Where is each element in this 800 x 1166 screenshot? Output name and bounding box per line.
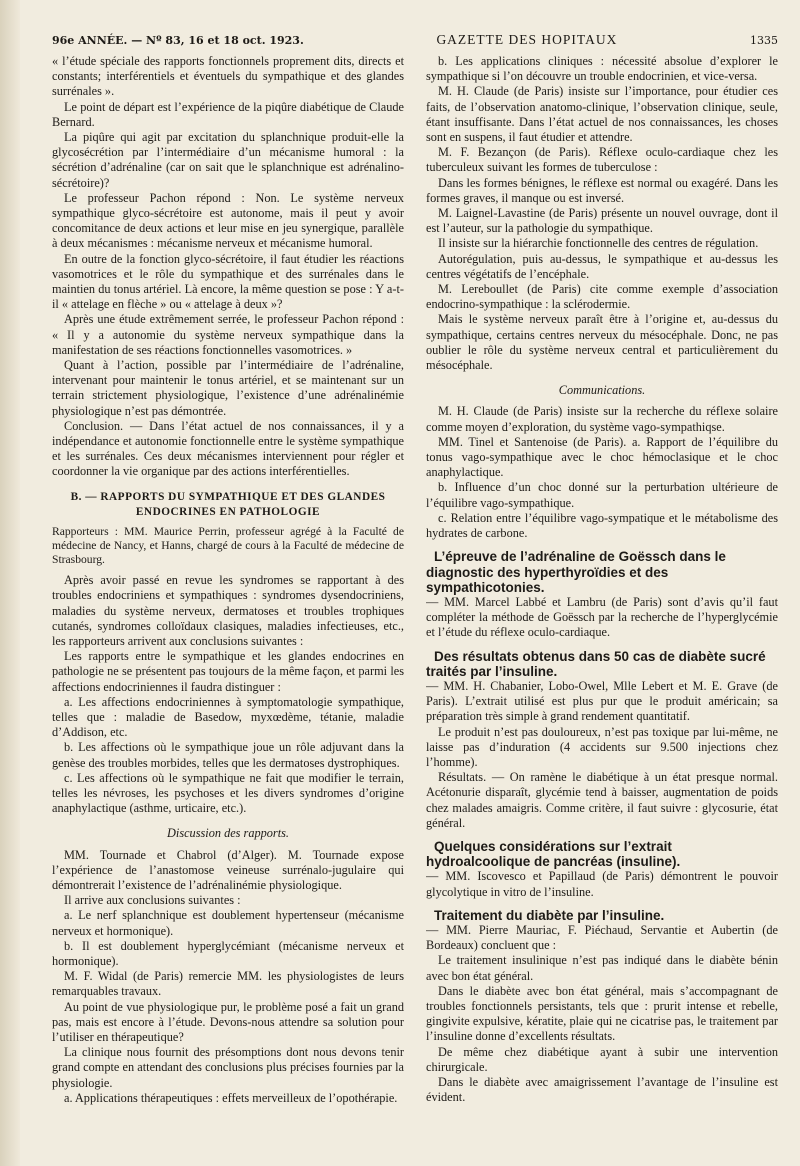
paragraph: Le traitement insulinique n’est pas indiqué dans le diabète bénin avec bon état général. [426,953,778,983]
rapporteurs: Rapporteurs : MM. Maurice Perrin, professeur agrégé à la Faculté de médecine de Nancy, et Hanns, chargé de cours à la Faculté de médecine de Strasbourg. [52,525,404,567]
paragraph: M. Laignel-Lavastine (de Paris) présente un nouvel ouvrage, dont il est l’auteur, sur la pathologie du sympathique. [426,206,778,236]
list-item: a. Le nerf splanchnique est doublement hypertenseur (mécanisme nerveux et hormonique). [52,908,404,938]
journal-title: GAZETTE DES HOPITAUX [436,32,618,47]
list-item: b. Il est doublement hyperglycémiant (mécanisme nerveux et hormonique). [52,938,404,968]
paragraph: De même chez diabétique ayant à subir une intervention chirurgicale. [426,1044,778,1074]
paragraph: La piqûre qui agit par excitation du splanchnique produit-elle la glycosécrétion par l’intermédiaire d’un mécanisme humoral : la sécrétion d’adrénaline (car on sait que le splanchnique est adrénalino-sécrétoire)? [52,130,404,190]
article-text: — MM. Pierre Mauriac, F. Piéchaud, Servantie et Aubertin (de Bordeaux) concluent que : [426,922,778,953]
communications-heading: Communications. [558,383,646,398]
article-heading: L’épreuve de l’adrénaline de Goëssch dans le diagnostic des hyperthyroïdies et des sympathicotonies. [426,549,726,595]
paragraph: Dans le diabète avec amaigrissement l’avantage de l’insuline est évident. [426,1075,778,1105]
paragraph: Autorégulation, puis au-dessus, le sympathique et au-dessus les centres végétatifs de l’encéphale. [426,251,778,281]
list-item: b. Les affections où le sympathique joue un rôle adjuvant dans la genèse des troubles morbides, telles que les dermatoses dystrophiques. [52,740,404,770]
paragraph: Le produit n’est pas douloureux, n’est pas toxique par lui-même, ne laisse pas d’induration (4 accidents sur 9.500 injections chez l’homme). [426,724,778,769]
right-column [426,54,778,1106]
paragraph: Quant à l’action, possible par l’intermédiaire de l’adrénaline, intervenant pour maintenir le tonus artériel, et se maintenant sur un terrain strictement physiologique, l’existence d’une adrénalinémie physiologique n’est pas démontrée. [52,358,404,418]
paragraph: La clinique nous fournit des présomptions dont nous devons tenir grand compte en attendant des conclusions plus précises fournies par la physiologie. [52,1045,404,1090]
list-item: a. Les affections endocriniennes à symptomatologie sympathique, telles que : maladie de Basedow, myxœdème, tétanie, maladie d’Addison, etc. [52,694,404,740]
conclusion-paragraph: Conclusion. — Dans l’état actuel de nos connaissances, il y a indépendance et autonomie fonctionnelle entre le système sympathique et les surrénales. Ces deux mécanismes interviennent pour régler et coordonner la vie organique par des actions interférentielles. [52,418,404,479]
running-head [52,14,778,54]
paragraph: Dans les formes bénignes, le réflexe est normal ou exagéré. Dans les formes graves, il manque ou est inversé. [426,175,778,205]
article-text: — MM. Marcel Labbé et Lambru (de Paris) sont d’avis qu’il faut compléter la méthode de Goëssch par la recherche de l’hyperglycémie et l’étude du réflexe oculo-cardiaque. [426,594,778,640]
text-columns [52,54,778,1106]
paragraph: En outre de la fonction glyco-sécrétoire, il faut étudier les réactions vasomotrices et le rôle du sympathique et des surrénales dans le maintien du tonus artériel. Là encore, la même question se pose : Y a-t-il « attelage en flèche » ou « attelage à deux »? [52,251,404,312]
issue-info: 96e ANNÉE. — Nº 83, 16 et 18 oct. 1923. [52,34,304,47]
paragraph: Les rapports entre le sympathique et les glandes endocrines en pathologie ne se présentent pas toujours de la même façon, et parmi les affections endocriniennes il faudra distinguer : [52,649,404,694]
paragraph: MM. Tinel et Santenoise (de Paris). a. Rapport de l’équilibre du tonus vago-sympathique avec le choc hémoclasique et le choc anaphylactique. [426,434,778,480]
list-item: b. Les applications cliniques : nécessité absolue d’explorer le sympathique si l’on découvre un trouble endocrinien, et vice-versa. [426,54,778,84]
article-text: — MM. Iscovesco et Papillaud (de Paris) démontrent le pouvoir glycolytique in vitro de l’insuline. [426,869,778,899]
paragraph: Le professeur Pachon répond : Non. Le système nerveux sympathique glyco-sécrétoire est autonome, mais il peut y avoir concomitance de deux actions et leur mise en jeu synergique, parallèle à deux mécanismes : mécanisme nerveux et mécanisme humoral. [52,190,404,251]
paragraph: M. Lereboullet (de Paris) cite comme exemple d’association endocrino-sympathique : la sclérodermie. [426,282,778,312]
list-item: c. Relation entre l’équilibre vago-sympatique et le métabolisme des hydrates de carbone. [426,510,778,541]
page-binding-edge [0,0,20,1166]
article-heading: Quelques considérations sur l’extrait hydroalcoolique de pancréas (insuline). [426,838,681,870]
left-column [52,54,404,1106]
paragraph: M. F. Widal (de Paris) remercie MM. les physiologistes de leurs remarquables travaux. [52,969,404,999]
section-b-heading: B. — RAPPORTS DU SYMPATHIQUE ET DES GLANDES ENDOCRINES EN PATHOLOGIE [70,490,386,518]
page-number: 1335 [749,34,778,47]
paragraph: Dans le diabète avec bon état général, mais s’accompagnant de troubles fonctionnels persistants, tels que : prurit intense et rebelle, gingivite expulsive, kératite, plaie qui ne cicatrise pas, le traitement par l’insuline donne d’excellents résultats. [426,983,778,1044]
list-item: a. Applications thérapeutiques : effets merveilleux de l’opothérapie. [64,1090,398,1105]
article-text: — MM. H. Chabanier, Lobo-Owel, Mlle Lebert et M. E. Grave (de Paris). L’extrait utilisé est plus pur que le produit américain; sa préparation très simple à grand rendement quantitatif. [426,678,778,724]
paragraph: MM. Tournade et Chabrol (d’Alger). M. Tournade expose l’expérience de l’anastomose veineuse surrénalo-jugulaire qui démontrerait l’existence de l’adrénalinémie physiologique. [52,847,404,892]
paragraph: Il arrive aux conclusions suivantes : [64,893,241,908]
paragraph: M. H. Claude (de Paris) insiste sur l’importance, pour étudier ces faits, de l’observation anatomo-clinique, l’observation clinique, seule, étant insuffisante. Dans l’état actuel de nos connaissances, les choses sont en suspens, il faut étudier et attendre. [426,84,778,145]
article-heading: Traitement du diabète par l’insuline. [434,907,665,923]
paragraph: Il insiste sur la hiérarchie fonctionnelle des centres de régulation. [438,236,759,251]
paragraph: « l’étude spéciale des rapports fonctionnels proprement dits, directs et constants; interférentiels et éventuels du sympathique et des glandes surrénales ». [52,54,404,99]
paragraph: M. F. Bezançon (de Paris). Réflexe oculo-cardiaque chez les tuberculeux suivant les formes de tuberculose : [426,145,778,175]
paragraph: Au point de vue physiologique pur, le problème posé a fait un grand pas, mais est encore à l’étude. Devons-nous attendre sa solution pour l’utiliser en thérapeutique? [52,999,404,1044]
paragraph: Après une étude extrêmement serrée, le professeur Pachon répond : « Il y a autonomie du système nerveux sympathique dans la manifestation de ses réactions fonctionnelles vasomotrices. » [52,312,404,357]
paragraph: M. H. Claude (de Paris) insiste sur la recherche du réflexe solaire comme moyen d’exploration, du système vago-sympathiqse. [426,404,778,434]
paragraph: Résultats. — On ramène le diabétique à un état presque normal. Acétonurie disparaît, glycémie tend à baisser, augmentation de poids chez malades amaigris. Comme critère, il faut suivre : glycosurie, état général. [426,770,778,830]
list-item: b. Influence d’un choc donné sur la perturbation ultérieure de l’équilibre vago-sympathique. [426,480,778,510]
list-item: c. Les affections où le sympathique ne fait que modifier le terrain, telles les névroses, les psychoses et les divers syndromes d’origine anaphylactique (asthme, urticaire, etc.). [52,770,404,816]
paragraph: Le point de départ est l’expérience de la piqûre diabétique de Claude Bernard. [52,99,404,129]
paragraph: Mais le système nerveux paraît être à l’origine et, au-dessus du sympathique, certains centres nerveux du mésocéphale. Donc, ne pas oublier le rôle du système nerveux central et particulièrement du mésocéphale. [426,312,778,373]
discussion-heading: Discussion des rapports. [167,826,289,841]
article-heading: Des résultats obtenus dans 50 cas de diabète sucré traités par l’insuline. [426,648,766,679]
paragraph: Après avoir passé en revue les syndromes se rapportant à des troubles endocriniens et sympathiques : syndromes dysendocriniens, maladies du système nerveux, dermatoses et troubles trophiques cutanés, syndromes colloïdaux clasiques, maladies infectieuses, etc., les rapporteurs arrivent aux conclusions suivantes : [52,573,404,648]
